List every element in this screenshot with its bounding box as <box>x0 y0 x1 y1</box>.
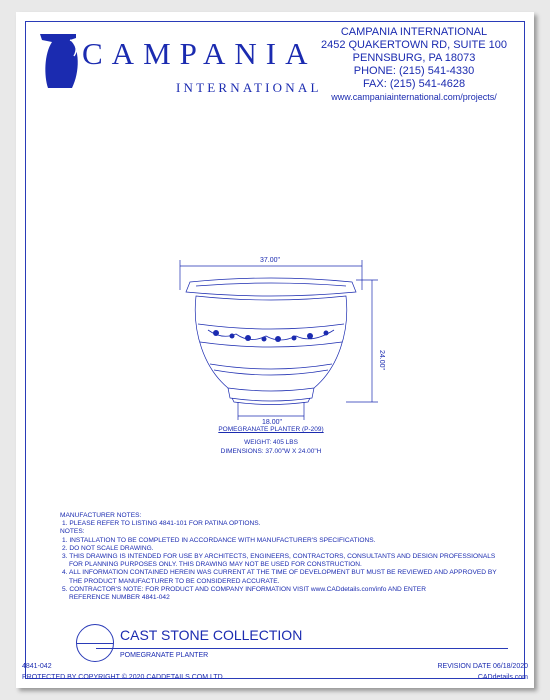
width-dimension-label: 37.00" <box>260 257 281 264</box>
planter-caption <box>156 425 386 456</box>
planter-foot <box>228 388 314 401</box>
company-phone: PHONE: (215) 541-4330 <box>353 65 475 77</box>
company-city: PENNSBURG, PA 18073 <box>352 52 476 64</box>
campania-logo <box>36 30 336 100</box>
collection-title: CAST STONE COLLECTION <box>120 627 303 643</box>
drawing-subtitle: POMEGRANATE PLANTER <box>120 652 209 659</box>
planter-elevation-drawing <box>166 252 386 427</box>
company-fax: FAX: (215) 541-4628 <box>362 78 466 90</box>
company-url[interactable]: www.campaniainternational.com/projects/ <box>331 92 497 102</box>
base-dimension-label: 18.00" <box>262 419 283 426</box>
planter-bowl <box>195 296 347 391</box>
note-5-continued: REFERENCE NUMBER 4841-042 <box>69 594 170 602</box>
copyright-notice: PROTECTED BY COPYRIGHT © 2020 CADDETAILS.COM LTD. <box>22 674 225 681</box>
height-dimension-label: 24.00" <box>378 350 385 371</box>
logo-subtitle: INTERNATIONAL <box>176 80 322 95</box>
manufacturer-notes-heading: MANUFACTURER NOTES: <box>60 512 142 519</box>
note-5: 5. CONTRACTOR'S NOTE: FOR PRODUCT AND COMPANY INFORMATION VISIT www.CADdetails.com/info AND ENTER <box>62 585 426 593</box>
notes-block <box>60 512 520 602</box>
note-4: 4. ALL INFORMATION CONTAINED HEREIN WAS CURRENT AT THE TIME OF DEVELOPMENT BUT MUST BE REVIEWED AND APPROVED BY <box>62 569 497 577</box>
company-name: CAMPANIA INTERNATIONAL <box>340 26 488 38</box>
planter-dimensions: DIMENSIONS: 37.00"W X 24.00"H <box>220 448 322 455</box>
manufacturer-note-1: 1. PLEASE REFER TO LISTING 4841-101 FOR PATINA OPTIONS. <box>62 520 261 528</box>
planter-title: POMEGRANATE PLANTER (P-209) <box>218 426 324 433</box>
title-block-line <box>96 648 508 649</box>
note-2: 2. DO NOT SCALE DRAWING. <box>62 544 154 552</box>
note-1: 1. INSTALLATION TO BE COMPLETED IN ACCORDANCE WITH MANUFACTURER'S SPECIFICATIONS. <box>62 536 376 544</box>
detail-marker-icon <box>76 624 114 662</box>
planter-rim <box>186 278 356 296</box>
revision-date: REVISION DATE 06/18/2020 <box>437 663 528 670</box>
urn-logo-icon <box>36 30 86 92</box>
company-info <box>314 26 514 104</box>
pomegranate-vine-band <box>208 330 334 342</box>
note-4-continued: THE PRODUCT MANUFACTURER TO BE CONSIDERED ACCURATE. <box>69 577 280 585</box>
company-address: 2452 QUAKERTOWN RD, SUITE 100 <box>320 39 508 51</box>
drawing-number: 4841-042 <box>22 663 52 670</box>
logo-name: CAMPANIA <box>82 36 317 71</box>
note-3-continued: FOR PLANNING PURPOSES ONLY. THIS DRAWING MAY NOT BE USED FOR CONSTRUCTION. <box>69 561 362 569</box>
planter-weight: WEIGHT: 405 LBS <box>244 439 298 446</box>
drawing-sheet <box>16 12 534 688</box>
caddetails-link[interactable]: CADdetails.com <box>477 674 528 681</box>
note-3: 3. THIS DRAWING IS INTENDED FOR USE BY ARCHITECTS, ENGINEERS, CONTRACTORS, CONSULTANTS AND DESIGN PROFESSIONALS <box>62 553 496 561</box>
notes-heading: NOTES: <box>60 528 85 536</box>
